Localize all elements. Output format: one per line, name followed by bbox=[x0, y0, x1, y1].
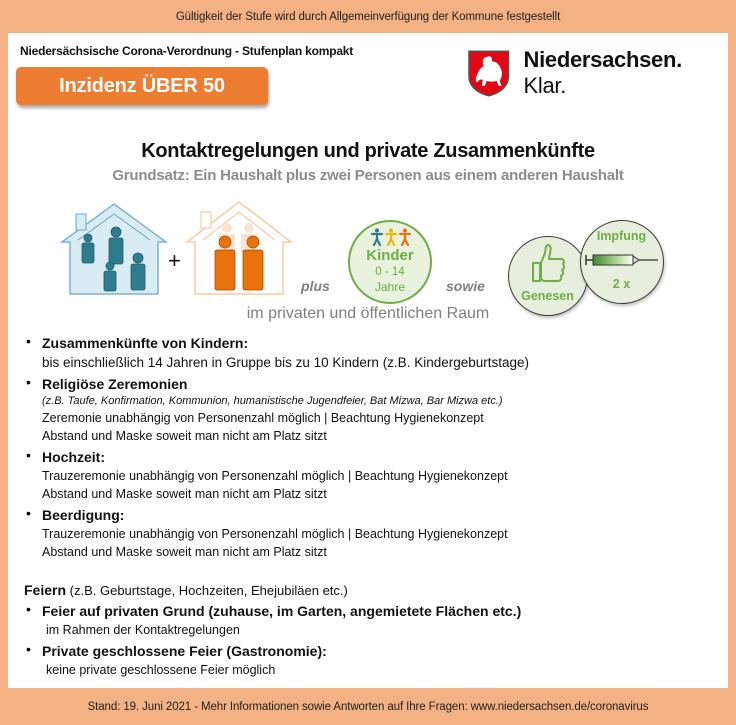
celebrations-heading-row bbox=[24, 580, 714, 601]
celebration-line: im Rahmen der Kontaktregelungen bbox=[46, 623, 240, 637]
rule-heading: Religiöse Zeremonien bbox=[42, 376, 188, 392]
bullet: • bbox=[26, 641, 31, 657]
logo-wordmark bbox=[524, 47, 729, 99]
plus-word: plus bbox=[301, 278, 330, 294]
celebration-private-ground bbox=[24, 601, 714, 639]
children-age-range: 0 - 14 bbox=[375, 266, 405, 278]
bullet: • bbox=[26, 505, 31, 521]
rule-heading: Beerdigung: bbox=[42, 507, 125, 523]
recovered-label: Genesen bbox=[521, 289, 574, 303]
rule-religious-ceremonies bbox=[24, 374, 714, 445]
celebration-heading: Private geschlossene Feier (Gastronomie): bbox=[42, 643, 327, 659]
pictogram-row bbox=[8, 198, 728, 308]
thumbs-up-icon bbox=[529, 243, 567, 285]
other-household-icon bbox=[183, 198, 295, 296]
section-principle: Grundsatz: Ein Haushalt plus zwei Personen aus einem anderen Haushalt bbox=[112, 167, 624, 184]
bullet: • bbox=[26, 601, 31, 617]
rules-list bbox=[24, 333, 714, 563]
rule-children bbox=[24, 333, 714, 372]
celebrations-heading: Feiern bbox=[24, 582, 67, 598]
household-icon bbox=[58, 200, 170, 296]
document-subtitle: Niedersächsische Corona-Verordnung - Stufenplan kompakt bbox=[20, 44, 354, 58]
celebration-heading: Feier auf privaten Grund (zuhause, im Garten, angemietete Flächen etc.) bbox=[42, 603, 522, 619]
rule-funeral bbox=[24, 505, 714, 561]
three-children-icon bbox=[370, 228, 412, 246]
incidence-level-badge: Inzidenz ÜBER 50 bbox=[16, 67, 268, 105]
coat-of-arms-icon bbox=[466, 48, 512, 98]
rule-wedding bbox=[24, 447, 714, 503]
rule-line: Zeremonie unabhängig von Personenzahl möglich | Beachtung Hygienekonzept bbox=[42, 411, 484, 425]
celebrations-section bbox=[24, 580, 714, 681]
celebration-line: keine private geschlossene Feier möglich bbox=[46, 663, 276, 677]
vaccination-badge bbox=[580, 220, 664, 304]
validity-banner: Gültigkeit der Stufe wird durch Allgemeinverfügung der Kommune festgestellt bbox=[175, 10, 561, 23]
children-label: Kinder bbox=[366, 247, 414, 264]
rule-line: Trauzeremonie unabhängig von Personenzahl möglich | Beachtung Hygienekonzept bbox=[42, 527, 508, 541]
rule-heading: Hochzeit: bbox=[42, 449, 105, 465]
rule-note: (z.B. Taufe, Konfirmation, Kommunion, humanistische Jugendfeier, Bat Mizwa, Bar Mizwa etc.) bbox=[42, 395, 503, 407]
plus-sign: + bbox=[168, 248, 181, 273]
sowie-word: sowie bbox=[446, 278, 485, 294]
vaccination-doses: 2 x bbox=[612, 277, 631, 291]
logo-brand-thin: Klar. bbox=[523, 73, 567, 98]
rule-line: bis einschließlich 14 Jahren in Gruppe bis zu 10 Kindern (z.B. Kindergeburtstage) bbox=[42, 355, 530, 370]
vaccination-label: Impfung bbox=[596, 229, 647, 243]
rule-line: Abstand und Maske soweit man nicht am Platz sitzt bbox=[42, 487, 327, 501]
bullet: • bbox=[26, 374, 31, 390]
rule-line: Trauzeremonie unabhängig von Personenzahl möglich | Beachtung Hygienekonzept bbox=[42, 469, 508, 483]
rule-line: Abstand und Maske soweit man nicht am Platz sitzt bbox=[42, 429, 327, 443]
bullet: • bbox=[26, 333, 31, 349]
celebration-gastronomy bbox=[24, 641, 714, 679]
section-title: Kontaktregelungen und private Zusammenkünfte bbox=[141, 140, 595, 162]
syringe-icon bbox=[585, 253, 659, 267]
recovered-badge bbox=[508, 236, 588, 316]
children-badge bbox=[348, 220, 432, 304]
content-panel bbox=[8, 33, 728, 688]
celebrations-heading-note: (z.B. Geburtstage, Hochzeiten, Ehejubiläen etc.) bbox=[69, 583, 348, 598]
rule-heading: Zusammenkünfte von Kindern: bbox=[42, 335, 249, 351]
footer-banner: Stand: 19. Juni 2021 - Mehr Informationen sowie Antworten auf Ihre Fragen: www.niedersachsen.de/coronavirus bbox=[87, 700, 649, 713]
logo-brand-bold: Niedersachsen. bbox=[523, 47, 682, 72]
niedersachsen-logo bbox=[466, 47, 728, 99]
scope-text: im privaten und öffentlichen Raum bbox=[246, 305, 490, 322]
rule-line: Abstand und Maske soweit man nicht am Platz sitzt bbox=[42, 545, 327, 559]
bullet: • bbox=[26, 447, 31, 463]
children-age-unit: Jahre bbox=[374, 280, 406, 294]
